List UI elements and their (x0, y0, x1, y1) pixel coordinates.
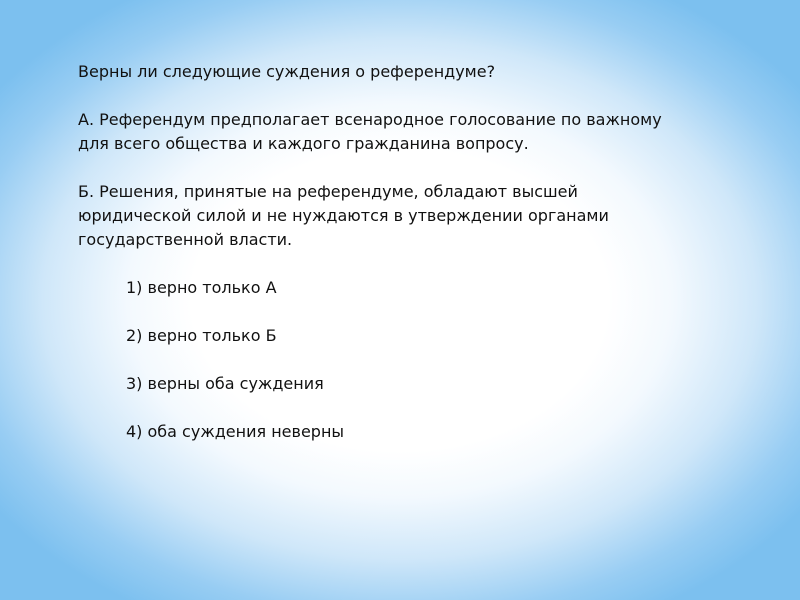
statement-a-line-1: А. Референдум предполагает всенародное голосование по важному (78, 110, 662, 129)
statement-b-line-1: Б. Решения, принятые на референдуме, обладают высшей (78, 182, 578, 201)
question-text: Верны ли следующие суждения о референдуме? (78, 62, 496, 81)
statement-b (78, 180, 738, 252)
answer-options (126, 276, 738, 444)
statement-b-line-2: юридической силой и не нуждаются в утверждении органами (78, 206, 609, 225)
statement-b-line-3: государственной власти. (78, 230, 293, 249)
answer-option-3: 3) верны оба суждения (126, 374, 324, 393)
answer-option-4: 4) оба суждения неверны (126, 422, 345, 441)
answer-option-1: 1) верно только А (126, 278, 277, 297)
answer-option-2: 2) верно только Б (126, 326, 277, 345)
statement-a-line-2: для всего общества и каждого гражданина вопросу. (78, 134, 529, 153)
statement-a (78, 108, 738, 156)
question-block (78, 60, 738, 444)
